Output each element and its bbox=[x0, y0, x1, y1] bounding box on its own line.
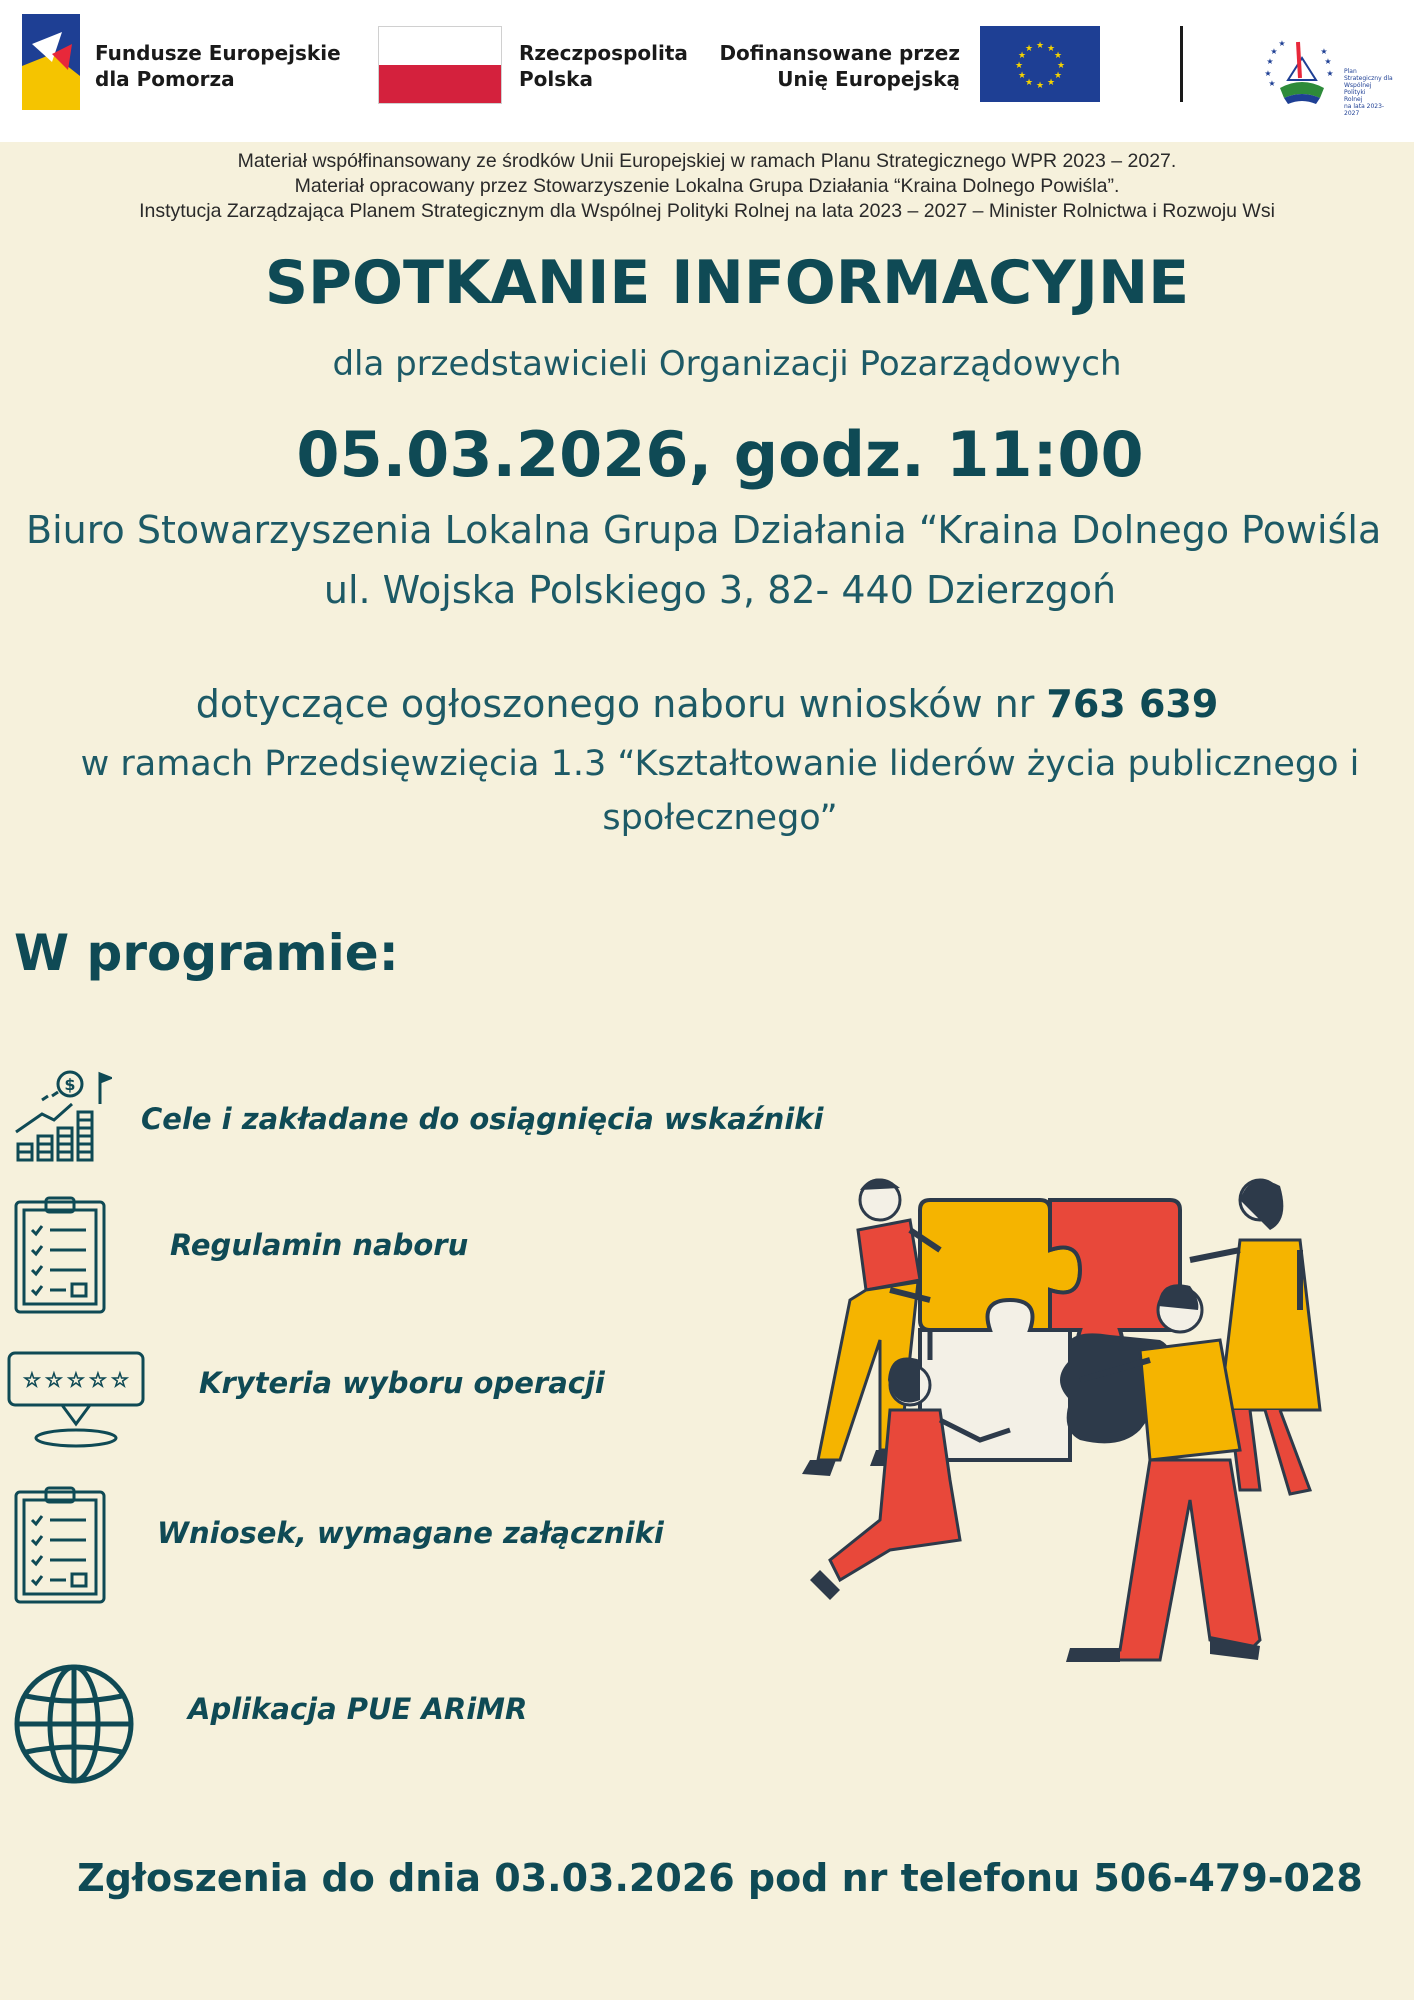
page-title: SPOTKANIE INFORMACYJNE bbox=[264, 248, 1190, 318]
financing-info-line-3: Instytucja Zarządzająca Planem Strategicznym dla Wspólnej Polityki Rolnej na lata 2023 – 2027 – Minister Rolnictwa i Rozwoju Wsi bbox=[139, 200, 1275, 222]
clipboard-checklist-icon bbox=[12, 1196, 112, 1316]
svg-text:★: ★ bbox=[111, 1370, 129, 1391]
svg-text:★: ★ bbox=[1270, 47, 1278, 56]
svg-text:★: ★ bbox=[1014, 61, 1024, 71]
program-item-application: Wniosek, wymagane załączniki bbox=[157, 1516, 664, 1550]
plan-strategiczny-emblem-icon bbox=[1258, 28, 1344, 110]
fundusze-europejskie-logo bbox=[22, 14, 80, 110]
program-item-pue-app: Aplikacja PUE ARiMR bbox=[188, 1692, 528, 1726]
svg-text:★: ★ bbox=[1024, 78, 1034, 88]
svg-text:★: ★ bbox=[89, 1370, 107, 1391]
svg-text:★: ★ bbox=[67, 1370, 85, 1391]
svg-text:★: ★ bbox=[1053, 71, 1063, 81]
svg-text:★: ★ bbox=[1017, 51, 1027, 61]
svg-text:★: ★ bbox=[1035, 81, 1045, 91]
svg-text:★: ★ bbox=[1268, 79, 1276, 88]
program-heading: W programie: bbox=[14, 924, 399, 982]
svg-text:★: ★ bbox=[1053, 51, 1063, 61]
rzeczpospolita-text: Rzeczpospolita Polska bbox=[519, 41, 688, 91]
program-item-criteria: Kryteria wyboru operacji bbox=[199, 1366, 605, 1400]
svg-text:★: ★ bbox=[1266, 57, 1274, 66]
puzzle-teamwork-illustration bbox=[780, 1160, 1360, 1680]
svg-text:★: ★ bbox=[1024, 44, 1034, 54]
svg-text:★: ★ bbox=[45, 1370, 63, 1391]
svg-text:★: ★ bbox=[1264, 69, 1272, 78]
program-item-goals: Cele i zakładane do osiągnięcia wskaźniki bbox=[141, 1102, 824, 1136]
logo-separator bbox=[1180, 26, 1183, 102]
svg-text:★: ★ bbox=[23, 1370, 41, 1391]
svg-text:★: ★ bbox=[1320, 47, 1328, 56]
event-address: ul. Wojska Polskiego 3, 82- 440 Dzierzgoń bbox=[323, 568, 1117, 612]
fundusze-europejskie-text: Fundusze Europejskie dla Pomorza bbox=[95, 41, 341, 91]
event-date-time: 05.03.2026, godz. 11:00 bbox=[296, 418, 1144, 491]
event-place: Biuro Stowarzyszenia Lokalna Grupa Działania “Kraina Dolnego Powiśla bbox=[26, 508, 1382, 552]
nabor-prefix: dotyczące ogłoszonego naboru wniosków nr bbox=[195, 682, 1047, 726]
svg-text:★: ★ bbox=[1046, 44, 1056, 54]
svg-text:★: ★ bbox=[1046, 78, 1056, 88]
nabor-info bbox=[0, 682, 1414, 726]
undertaking-line-2: społecznego” bbox=[602, 798, 838, 838]
svg-text:★: ★ bbox=[1278, 39, 1286, 48]
svg-text:★: ★ bbox=[1326, 69, 1334, 78]
undertaking-line-1: w ramach Przedsięwzięcia 1.3 “Kształtowanie liderów życia publicznego i bbox=[80, 744, 1360, 784]
globe-icon bbox=[12, 1662, 136, 1786]
svg-text:★: ★ bbox=[1056, 61, 1066, 71]
svg-text:★: ★ bbox=[1035, 41, 1045, 51]
growth-coins-icon bbox=[12, 1068, 112, 1168]
program-item-regulations: Regulamin naboru bbox=[170, 1228, 469, 1262]
polish-flag bbox=[378, 26, 502, 104]
registration-info: Zgłoszenia do dnia 03.03.2026 pod nr telefonu 506-479-028 bbox=[77, 1856, 1363, 1900]
svg-text:★: ★ bbox=[1324, 57, 1332, 66]
svg-text:$: $ bbox=[64, 1075, 76, 1094]
eu-flag bbox=[980, 26, 1100, 102]
logo-header bbox=[0, 0, 1414, 142]
financing-info-line-1: Materiał współfinansowany ze środków Unii Europejskiej w ramach Planu Strategicznego WPR 2023 – 2027. bbox=[237, 150, 1177, 172]
subtitle: dla przedstawicieli Organizacji Pozarządowych bbox=[332, 344, 1122, 384]
financing-info-line-2: Materiał opracowany przez Stowarzyszenie Lokalna Grupa Działania “Kraina Dolnego Powiśla”. bbox=[294, 175, 1120, 197]
plan-strategiczny-text: Plan Strategiczny dla Wspólnej Polityki Rolnej na lata 2023-2027 bbox=[1344, 68, 1393, 117]
clipboard-checklist-icon bbox=[12, 1486, 112, 1606]
svg-text:★: ★ bbox=[1017, 71, 1027, 81]
eu-cofinanced-text: Dofinansowane przez Unię Europejską bbox=[719, 41, 960, 91]
rating-stars-icon bbox=[6, 1350, 146, 1450]
nabor-number: 763 639 bbox=[1046, 682, 1219, 726]
plan-strategiczny-logo bbox=[1258, 28, 1393, 117]
